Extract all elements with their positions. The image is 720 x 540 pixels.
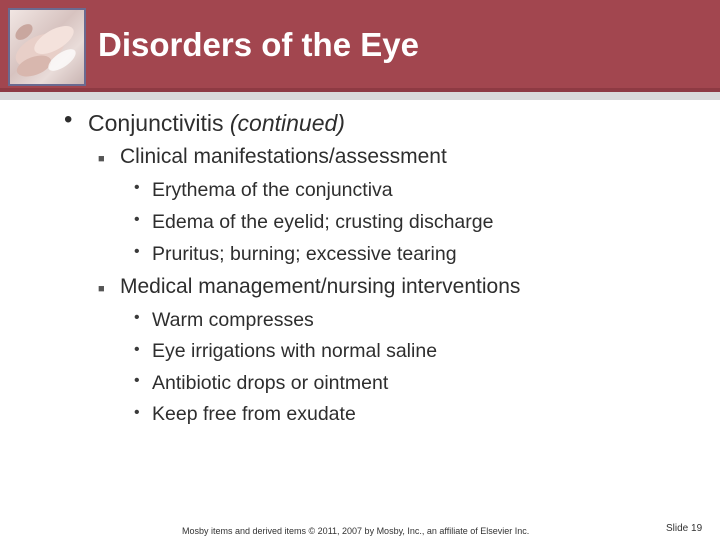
bullet-dot-icon: • xyxy=(134,404,140,421)
list-item: Erythema of the conjunctiva xyxy=(152,179,393,201)
bullet-dot-icon: • xyxy=(64,106,73,133)
list-item: Eye irrigations with normal saline xyxy=(152,340,438,362)
slide-number: Slide 19 xyxy=(666,523,703,534)
section-heading: Medical management/nursing interventions xyxy=(120,275,521,298)
bullet-dot-icon: • xyxy=(134,372,140,389)
list-item: Warm compresses xyxy=(152,309,314,331)
section-heading: Clinical manifestations/assessment xyxy=(120,145,447,168)
list-item: Keep free from exudate xyxy=(152,403,356,425)
topic-heading xyxy=(88,110,345,137)
bullet-dot-icon: • xyxy=(134,341,140,358)
copyright-footer: Mosby items and derived items © 2011, 2007 by Mosby, Inc., an affiliate of Elsevier Inc. xyxy=(182,526,530,536)
bullet-dot-icon: • xyxy=(134,211,140,228)
list-item: Antibiotic drops or ointment xyxy=(152,372,389,394)
topic-text: Conjunctivitis xyxy=(88,110,230,136)
square-bullet-icon: ■ xyxy=(98,283,105,295)
bullet-dot-icon: • xyxy=(134,309,140,326)
bullet-dot-icon: • xyxy=(134,243,140,260)
topic-qualifier: (continued) xyxy=(229,110,345,136)
square-bullet-icon: ■ xyxy=(98,153,105,165)
bullet-dot-icon: • xyxy=(134,179,140,196)
list-item: Edema of the eyelid; crusting discharge xyxy=(152,211,494,233)
slide-title: Disorders of the Eye xyxy=(98,26,419,63)
list-item: Pruritus; burning; excessive tearing xyxy=(152,243,457,265)
